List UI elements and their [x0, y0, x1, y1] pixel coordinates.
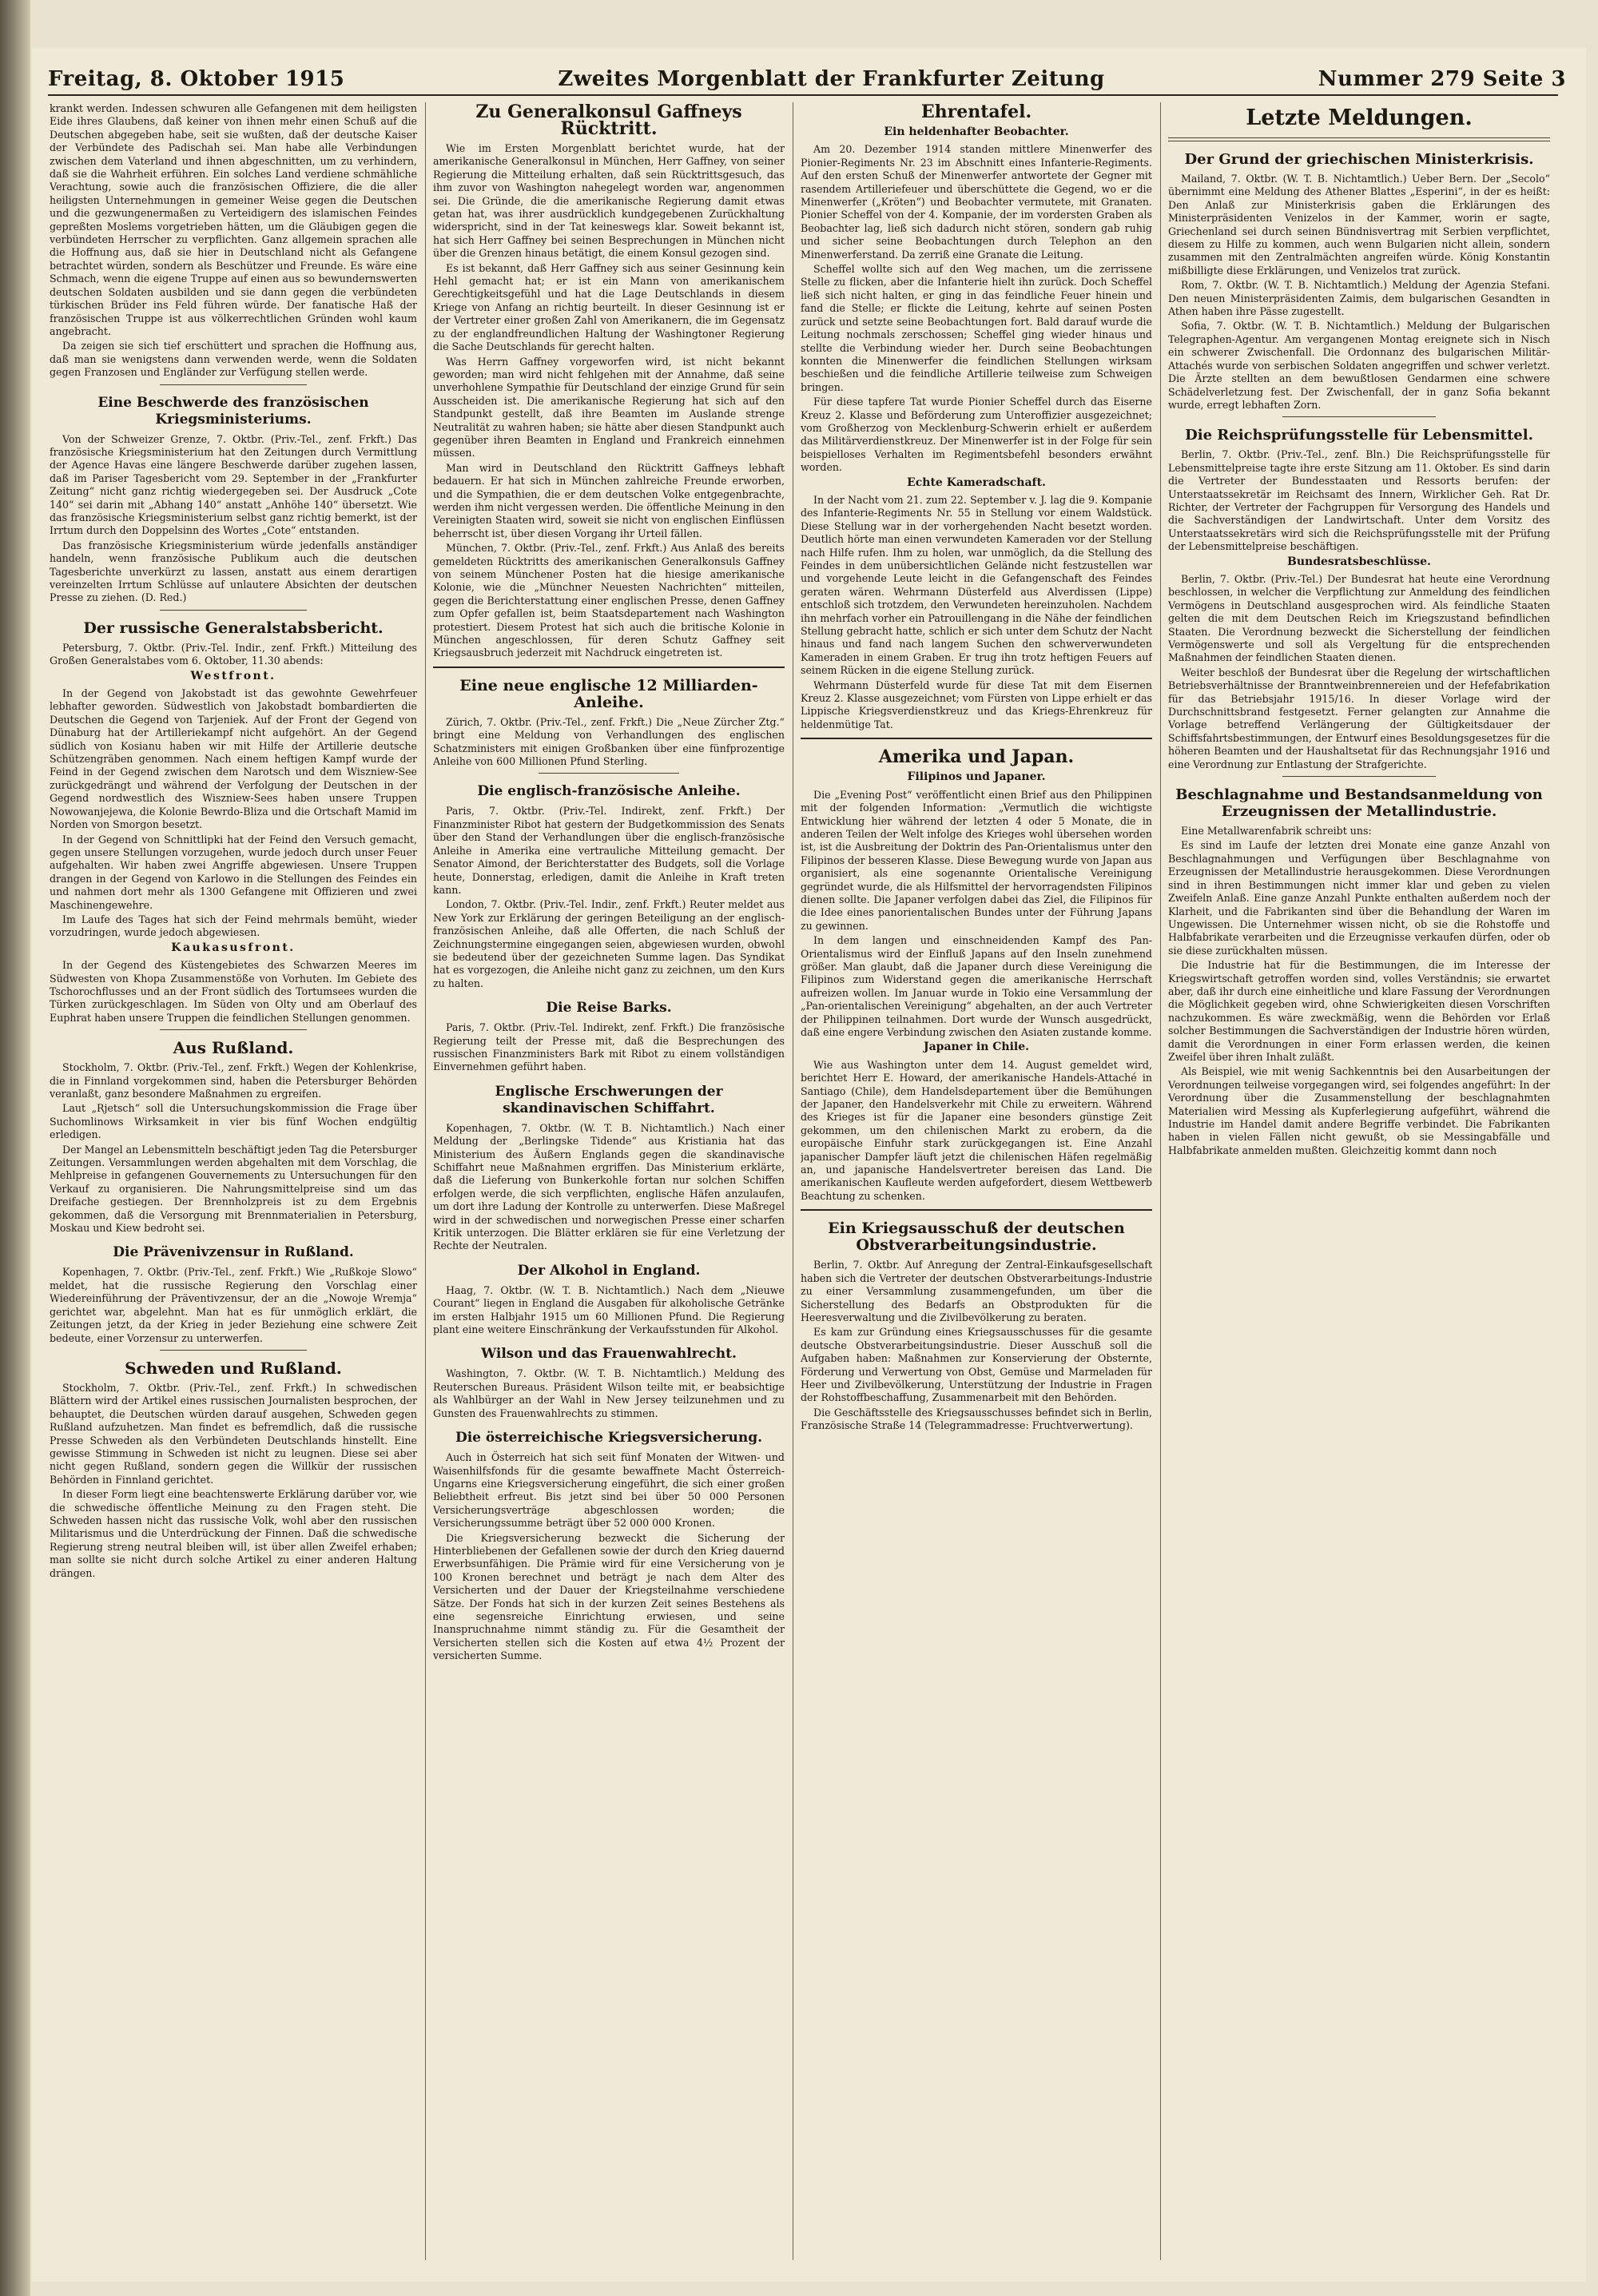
headline: Die Prävenivzensur in Rußland. — [113, 1244, 354, 1261]
paragraph: Was Herrn Gaffney vorgeworfen wird, ist nicht bekannt geworden; man wird nicht fehlgehen mit der Annahme, daß seine unverhohlene Sympathie für Deutschland der einzige Grund für sein Ausscheiden ist. Die amerikanische Regierung hat sich auf den Standpunkt gestellt, daß ihre Beamten im Auslande strenge Neutralität zu wahren haben; sie hätte aber diesen Standpunkt auch gegenüber ihren Beamten in England und Frankreich einnehmen müssen. — [433, 355, 785, 460]
section-title: Letzte Meldungen. — [1246, 105, 1473, 130]
paragraph: Paris, 7. Oktbr. (Priv.-Tel. Indirekt, zenf. Frkft.) Die französische Regierung teilt der Presse mit, daß die Besprechungen des russischen Finanzministers Bark mit Ribot zu einem vollständigen Einvernehmen geführt haben. — [433, 1021, 785, 1073]
masthead-date: Freitag, 8. Oktober 1915 — [48, 67, 345, 91]
paragraph: In der Gegend von Jakobstadt ist das gewohnte Gewehrfeuer lebhafter geworden. Südwestlich von Jakobstadt bombardierten die Deutschen die Gegend von Tarjeniek. Auf der Front der Gegend von Dünaburg hat der Artilleriekampf nicht aufgehört. An der Gegend südlich von Kosianu haben wir mit Hilfe der Artillerie deutsche Schützengräben genommen. Nach einem heftigen Kampf wurde der Feind in der Gegend zwischen dem Narotsch und dem Wiszniew-See zurückgedrängt und während der Verfolgung der Deutschen in der Gegend nordwestlich des Wiszniew-Sees haben unsere Truppen Nowowanjejewa, die Kolonie Bewrdo-Bliza und die Ortschaft Mamid im Norden von Smorgon besetzt. — [50, 687, 417, 831]
headline: Beschlagnahme und Bestandsanmeldung von Erzeugnissen der Metallindustrie. — [1175, 786, 1543, 821]
subheadline: Filipinos und Japaner. — [907, 770, 1046, 784]
paragraph: Kopenhagen, 7. Oktbr. (W. T. B. Nichtamtlich.) Nach einer Meldung der „Berlingske Tidende“ aus Kristiania hat das Ministerium des Äußern Englands gegen die skandinavische Schiffahrt neue Maßnahmen ergriffen. Das Ministerium erklärte, daß die Lieferung von Bunkerkohle fortan nur solchen Schiffen erfolgen werde, die sich verpflichten, englische Häfen anzulaufen, um dort ihre Ladung der Kontrolle zu unterwerfen. Diese Maßregel wird in der schwedischen und norwegischen Presse einer scharfen Kritik unterzogen. Die Blätter erklären sie für eine Verletzung der Rechte der Neutralen. — [433, 1121, 785, 1252]
paragraph: Als Beispiel, wie mit wenig Sachkenntnis bei den Ausarbeitungen der Verordnungen teilweise vorgegangen wird, sei folgendes angeführt: In der Verordnung über die Zusammenstellung der beschlagnahmten Materialien wird Messing als Kupferlegierung aufgeführt, während die Industrie im Handel damit andere Begriffe verbindet. Die Fabrikanten haben in vielen Fällen nicht gewußt, ob sie Messingabfälle und Halbfabrikate anmelden mußten. Gleichzeitig kommt dann noch — [1168, 1065, 1550, 1156]
paragraph: Die „Evening Post“ veröffentlicht einen Brief aus den Philippinen mit der folgenden Information: „Vermutlich die wichtigste Entwicklung hier während der letzten 4 oder 5 Monate, die in anderen Teilen der Welt infolge des Krieges wohl übersehen worden ist, ist die Ausbreitung der Doktrin des Pan-Orientalismus unter den Filipinos der besseren Klasse. Diese Bewegung wurde von Japan aus organisiert, als eine sogenannte Orientalische Vereinigung gegründet wurde, die als Hilfsmittel der hervorragendsten Filipinos dienen sollte. Die Japaner verfolgen dabei das Ziel, die Filipinos für die Idee eines panorientalischen Bundes unter der Führung Japans zu gewinnen. — [801, 788, 1152, 932]
headline: Die Reichsprüfungsstelle für Lebensmittel. — [1185, 427, 1533, 444]
subheadline: Westfront. — [190, 669, 276, 682]
headline: Der Grund der griechischen Ministerkrisis. — [1184, 151, 1534, 168]
paragraph: Petersburg, 7. Oktbr. (Priv.-Tel. Indir., zenf. Frkft.) Mitteilung des Großen Generalstabes vom 6. Oktober, 11.30 abends: — [50, 641, 417, 667]
headline: Wilson und das Frauenwahlrecht. — [481, 1346, 737, 1363]
headline: Ein Kriegsausschuß der deutschen Obstverarbeitungsindustrie. — [828, 1220, 1125, 1255]
headline: Englische Erschwerungen der skandinavischen Schiffahrt. — [495, 1083, 723, 1116]
column-2 — [433, 102, 785, 2260]
headline: Eine Beschwerde des französischen Kriegsministeriums. — [97, 394, 369, 428]
headline: Amerika und Japan. — [878, 746, 1075, 768]
paragraph: Zürich, 7. Oktbr. (Priv.-Tel., zenf. Frkft.) Die „Neue Zürcher Ztg.“ bringt eine Meldung von Verhandlungen des englischen Schatzministers mit einigen Großbanken über eine fünfprozentige Anleihe von 600 Millionen Pfund Sterling. — [433, 715, 785, 768]
paragraph: Scheffel wollte sich auf den Weg machen, um die zerrissene Stelle zu flicken, aber die Infanterie hielt ihn zurück. Doch Scheffel ließ sich nicht halten, er ging in das feindliche Feuer hinein und fand die Stelle; er flickte die Leitung, kehrte auf seinen Posten zurück und setzte seine Beobachtungen fort. Bald darauf wurde die Leitung nochmals zerschossen; Scheffel ging wieder hinaus und stellte die Verbindung wieder her. Durch seine Beobachtungen konnten die Minenwerfer die feindlichen Stellungen wirksam beschießen und die feindliche Artillerie teilweise zum Schweigen bringen. — [801, 263, 1152, 393]
paragraph: Laut „Rjetsch“ soll die Untersuchungskommission die Frage über Suchomlinows Wirksamkeit in vier bis fünf Wochen endgültig erledigen. — [50, 1102, 417, 1141]
paragraph: Mailand, 7. Oktbr. (W. T. B. Nichtamtlich.) Ueber Bern. Der „Secolo“ übernimmt eine Meldung des Athener Blattes „Esperini“, in der es heißt: Den Anlaß zur Ministerkrisis gaben die Erklärungen des Ministerpräsidenten Venizelos in der Kammer, worin er sagte, Griechenland sei durch seinen Bündnisvertrag mit Serbien verpflichtet, diesem zu Hilfe zu kommen, auch wenn Bulgarien nicht allein, sondern zusammen mit den Zentralmächten angreifen würde. König Konstantin mißbilligte diese Erklärungen, und Venizelos trat zurück. — [1168, 173, 1550, 277]
paragraph: Der Mangel an Lebensmitteln beschäftigt jeden Tag die Petersburger Zeitungen. Versammlungen werden abgehalten mit dem Vorschlag, die Mehlpreise in gefangenen Gouvernements zu Untersuchungen für den Verkauf zu organisieren. Die Nahrungsmittelpreise sind um das Dreifache gestiegen. Der Brennholzpreis ist zu dem Ergebnis gekommen, daß die Versorgung mit Brennmaterialien in Petersburg, Moskau und Kiew bedroht sei. — [50, 1143, 417, 1235]
divider — [433, 667, 785, 668]
headline: Eine neue englische 12 Milliarden-Anleihe. — [459, 676, 758, 711]
paragraph: Stockholm, 7. Oktbr. (Priv.-Tel., zenf. Frkft.) In schwedischen Blättern wird der Artikel eines russischen Journalisten besprochen, der behauptet, die Deutschen würden darauf ausgehen, Schweden gegen Rußland aufzuhetzen. Man findet es befremdlich, daß die russische Presse Schweden als den Verbündeten Deutschlands hinstellt. Eine gewisse Stimmung in Schweden ist nicht zu leugnen. Diese sei aber nicht gegen Rußland, sondern gegen die Willkür der russischen Behörden in Finnland gerichtet. — [50, 1381, 417, 1486]
divider — [1282, 416, 1435, 417]
divider — [160, 610, 307, 611]
headline: Die österreichische Kriegsversicherung. — [455, 1430, 763, 1446]
paragraph: Eine Metallwarenfabrik schreibt uns: — [1181, 825, 1372, 838]
paragraph: In dem langen und einschneidenden Kampf des Pan-Orientalismus wird der Einfluß Japans auf den Inseln zunehmend größer. Man glaubt, daß die Japaner durch diese Vereinigung die Filipinos zum Widerstand gegen die amerikanische Herrschaft aufreizen wollen. Im Januar wurde in Tokio eine Versammlung der „Pan-orientalischen Vereinigung“ abgehalten, an der auch Vertreter der Philippinen teilnahmen. Dort wurde der Wunsch ausgedrückt, daß eine engere Verbindung zwischen den Asiaten zustande komme. — [801, 934, 1152, 1038]
masthead-rule — [48, 94, 1558, 96]
paragraph: Die Industrie hat für die Bestimmungen, die im Interesse der Kriegswirtschaft getroffen worden sind, volles Verständnis; sie erwartet aber, daß ihr durch eine einheitliche und klare Fassung der Verordnungen die Möglichkeit gegeben wird, ohne Schwierigkeiten diesen Vorschriften nachzukommen. Es wäre zweckmäßig, wenn die Behörden vor Erlaß solcher Bestimmungen die Sachverständigen der Industrie hören würden, damit die Verordnungen in einer Form erlassen werden, die keinen Zweifel über ihren Inhalt zuläßt. — [1168, 959, 1550, 1063]
divider — [1168, 137, 1550, 141]
paragraph: Rom, 7. Oktbr. (W. T. B. Nichtamtlich.) Meldung der Agenzia Stefani. Den neuen Ministerpräsidenten Zaimis, dem bulgarischen Gesandten in Athen haben ihre Pässe zugestellt. — [1168, 279, 1550, 318]
divider — [801, 1209, 1152, 1211]
paragraph: Berlin, 7. Oktbr. Auf Anregung der Zentral-Einkaufsgesellschaft haben sich die Vertreter der deutschen Obstverarbeitungs-Industrie zu einer Versammlung zusammengefunden, um über die Sicherstellung des Bedarfs an Obstprodukten für die Heeresverwaltung und die Zivilbevölkerung zu beraten. — [801, 1259, 1152, 1323]
paragraph: London, 7. Oktbr. (Priv.-Tel. Indir., zenf. Frkft.) Reuter meldet aus New York zur Erklärung der geringen Beteiligung an der englisch-französischen Anleihe, daß alle Offerten, die nach Schluß der Zeichnungstermine eingegangen seien, abgewiesen wurden, obwohl sie bedeutend über der gezeichneten Summe lagen. Das Syndikat hat es vorgezogen, die Anleihe nicht ganz zu zeichnen, um den Kurs zu halten. — [433, 898, 785, 989]
subheadline: Echte Kameradschaft. — [907, 476, 1046, 489]
paragraph: In dieser Form liegt eine beachtenswerte Erklärung darüber vor, wie die schwedische öffentliche Meinung zu den Fragen steht. Die Schweden hassen nicht das russische Volk, wohl aber den russischen Militarismus und die Unterdrückung der Finnen. Daß die schwedische Regierung streng neutral bleiben will, ist über allen Zweifel erhaben; man sollte sie nicht durch solche Artikel zu einer anderen Haltung drängen. — [50, 1488, 417, 1579]
headline: Die englisch-französische Anleihe. — [477, 783, 741, 800]
paragraph: krankt werden. Indessen schwuren alle Gefangenen mit dem heiligsten Eide ihres Glaubens, daß keiner von ihnen mehr einen Schuß auf die Deutschen abgegeben habe, seit sie wußten, daß der deutsche Kaiser der Verbündete des Padischah sei. Man habe alle Verbindungen zwischen dem Vaterland und ihnen abgeschnitten, um zu verhindern, daß sie die Wahrheit erführen. Ein solches Land verdiene schmähliche Verachtung, sowie auch die französischen Offiziere, die die aller heiligsten Unternehmungen in gemeiner Weise gegen die Deutschen und die gezwungenermaßen zu Verteidigern des islamischen Feindes gepreßten Moslems vorgetrieben hätten, um die Gläubigen gegen die verbündeten Herrscher zu verpflichten. Ganz allgemein sprachen alle die Hoffnung aus, daß sie hier in Deutschland nicht als Gefangene betrachtet würden, sondern als Beschützer und Freunde. Es wäre eine Schmach, wenn die eigene Truppe auf einen aus so bewundernswerten deutschen Soldaten ausbilden und sie dann gegen die verbündeten türkischen Brüder ins Feld führen würde. Der fanatische Haß der französischen Truppe ist aus völkerrechtlichen Gründen wohl kaum angebracht. — [50, 102, 417, 337]
divider — [160, 384, 307, 385]
headline: Der russische Generalstabsbericht. — [83, 619, 384, 637]
divider — [1282, 776, 1435, 777]
headline: Schweden und Rußland. — [125, 1358, 342, 1378]
paragraph: Von der Schweizer Grenze, 7. Oktbr. (Priv.-Tel., zenf. Frkft.) Das französische Kriegsministerium hat den Zeitungen durch Vermittlung der Agence Havas eine längere Beschwerde darüber zugehen lassen, daß im Pariser Tagesbericht vom 29. September in der „Frankfurter Zeitung“ nicht ganz richtig wiedergegeben sei. Der Ausdruck „Cote 140“ sei darin mit „Abhang 140“ anstatt „Anhöhe 140“ übersetzt. Wie das französische Kriegsministerium selbst ganz richtig bemerkt, ist der Irrtum durch den Doppelsinn des Wortes „Cote“ entstanden. — [50, 432, 417, 537]
subheadline: Kaukasusfront. — [171, 941, 296, 954]
paragraph: München, 7. Oktbr. (Priv.-Tel., zenf. Frkft.) Aus Anlaß des bereits gemeldeten Rücktritts des amerikanischen Generalkonsuls Gaffney von seinem Münchener Posten hat die hiesige amerikanische Kolonie, wie die „Münchner Neuesten Nachrichten“ mitteilen, gegen die Berichterstattung einer englischen Presse, denen Gaffney zum Opfer gefallen ist, beim Staatsdepartement nach Washington protestiert. Diesem Protest hat sich auch die britische Kolonie in München angeschlossen, für deren Schutz Gaffney seit Kriegsausbruch jederzeit mit Nachdruck eingetreten ist. — [433, 542, 785, 659]
paragraph: Für diese tapfere Tat wurde Pionier Scheffel durch das Eiserne Kreuz 2. Klasse und Beförderung zum Unteroffizier ausgezeichnet; vom Großherzog von Mecklenburg-Schwerin erhielt er außerdem das Militärverdienstkreuz. Der Minenwerfer ist in der Folge für sein beispielloses Verhalten im Regimentsbefehl besonders erwähnt worden. — [801, 396, 1152, 474]
paragraph: In der Gegend von Schnittlipki hat der Feind den Versuch gemacht, gegen unsere Stellungen vorzugehen, wurde jedoch durch unser Feuer aufgehalten. Wir haben zwei Angriffe abgewiesen. Unsere Truppen drangen in der Gegend von Karlowo in die Stellungen des Feindes ein und nahmen dort mehr als 1300 Gefangene mit Offizieren und zwei Maschinengewehre. — [50, 833, 417, 911]
paragraph: Weiter beschloß der Bundesrat über die Regelung der wirtschaftlichen Betriebsverhältnisse der Branntweinbrennereien und der Hefefabrikation für das Betriebsjahr 1915/16. In dieser Vorlage wird der Durchschnittsbrand festgesetzt. Ferner gelangten zur Annahme die Vorlage betreffend Verlängerung der Gültigkeitsdauer der Schiffsfahrtsbestimmungen, der Entwurf eines Besoldungsgesetzes für die höheren Beamten und der Haushaltsetat für das Rechnungsjahr 1916 und eine Verordnung zur Entlastung der Strafgerichte. — [1168, 666, 1550, 770]
masthead-issue: Nummer 279 Seite 3 — [1318, 67, 1566, 91]
column-3 — [801, 102, 1152, 2260]
masthead — [48, 66, 1566, 93]
paragraph: Paris, 7. Oktbr. (Priv.-Tel. Indirekt, zenf. Frkft.) Der Finanzminister Ribot hat gestern der Budgetkommission des Senats über den Stand der Verhandlungen über die englisch-französische Anleihe in Amerika eine vertrauliche Mitteilung gemacht. Der Senator Aimond, der Berichterstatter des Budgets, soll die Vorlage heute, Donnerstag, erledigen, damit die Anleihe in Kraft treten kann. — [433, 805, 785, 896]
paragraph: Es kam zur Gründung eines Kriegsausschusses für die gesamte deutsche Obstverarbeitungsindustrie. Dieser Ausschuß soll die Aufgaben haben: Maßnahmen zur Konservierung der Obsternte, Förderung und Verwertung von Obst, Gemüse und Marmeladen für Heer und Zivilbevölkerung, Unterstützung der Industrie in Fragen der Rohstoffbeschaffung, Zusammenarbeit mit den Behörden. — [801, 1326, 1152, 1404]
paragraph: Man wird in Deutschland den Rücktritt Gaffneys lebhaft bedauern. Er hat sich in München zahlreiche Freunde erworben, und die Sympathien, die er dem deutschen Volke entgegenbrachte, werden ihm nicht vergessen werden. Die öffentliche Meinung in den Vereinigten Staaten wird, soweit sie nicht von englischen Einflüssen beherrscht ist, über diesen Vorgang ihr Urteil fällen. — [433, 461, 785, 539]
paragraph: Sofia, 7. Oktbr. (W. T. B. Nichtamtlich.) Meldung der Bulgarischen Telegraphen-Agentur. Am vergangenen Montag ereignete sich in Nisch ein schwerer Zwischenfall. Die Ordonnanz des bulgarischen Militär-Attachés wurde von serbischen Soldaten angegriffen und schwer verletzt. Die Ärzte stellten an dem bewußtlosen Gendarmen eine schwere Schädelverletzung fest. Der Zwischenfall, der in ganz Sofia bekannt wurde, erregt lebhaften Zorn. — [1168, 320, 1550, 411]
paragraph: In der Gegend des Küstengebietes des Schwarzen Meeres im Südwesten von Khopa Zusammenstöße von Vorhuten. Im Gebiete des Tschorochflusses und an der Front südlich des Tortumsees wurden die Türken zurückgeschlagen. Im Süden von Olty und am Oberlauf des Euphrat haben unsere Truppen die feindlichen Stellungen genommen. — [50, 959, 417, 1024]
paragraph: Es sind im Laufe der letzten drei Monate eine ganze Anzahl von Beschlagnahmungen und Verfügungen über Beschlagnahme von Erzeugnissen der Metallindustrie herausgekommen. Diese Verordnungen sind in ihren Bestimmungen nicht immer klar und geben zu vielen Zweifeln Anlaß. Eine ganze Anzahl Punkte enthalten außerdem noch der Klarheit, und die Fabrikanten sind über die Behandlung der Waren im Ungewissen. Die Unternehmer wissen nicht, ob sie die Rohstoffe und Halbfabrikate verarbeiten und die Erzeugnisse verkaufen dürfen, oder ob sie diese zurückhalten müssen. — [1168, 839, 1550, 957]
column-rule-1 — [425, 102, 426, 2260]
headline: Ehrentafel. — [920, 102, 1032, 122]
paragraph: Da zeigen sie sich tief erschüttert und sprachen die Hoffnung aus, daß man sie wenigstens dann verwenden werde, wenn die Soldaten gegen Franzosen und Engländer zur Verfügung stellen werde. — [50, 340, 417, 379]
paragraph: Im Laufe des Tages hat sich der Feind mehrmals bemüht, wieder vorzudringen, wurde jedoch abgewiesen. — [50, 913, 417, 939]
paragraph: Berlin, 7. Oktbr. (Priv.-Tel., zenf. Bln.) Die Reichsprüfungsstelle für Lebensmittelpreise tagte ihre erste Sitzung am 11. Oktober. Es sind darin die Vertreter der Bundesstaaten und Ressorts berufen: der Unterstaatssekretär im Reichsamt des Innern, Wirklicher Geh. Rat Dr. Richter, der Vertreter der Fachgruppen für Versorgung des Handels und die Sachverständigen der Landwirtschaft. Unter dem Vorsitz des Unterstaatssekretärs wird sich die Reichsprüfungsstelle mit der Prüfung der Lebensmittelpreise beschäftigen. — [1168, 448, 1550, 553]
headline: Aus Rußland. — [173, 1038, 294, 1058]
headline: Der Alkohol in England. — [517, 1262, 701, 1279]
paragraph: Kopenhagen, 7. Oktbr. (Priv.-Tel., zenf. Frkft.) Wie „Rußkoje Slowo“ meldet, hat die russische Regierung den Vorschlag einer Wiedereinführung der Präventivzensur, der an die „Nowoje Wremja“ gerichtet war, abgelehnt. Man hat es für unmöglich erklärt, die Zeitungen jetzt, da der Krieg in jeder Beziehung eine schwere Zeit bedeute, einer Vorzensur zu unterwerfen. — [50, 1266, 417, 1344]
paragraph: Am 20. Dezember 1914 standen mittlere Minenwerfer des Pionier-Regiments Nr. 23 im Abschnitt eines Infanterie-Regiments. Auf den ersten Schuß der Minenwerfer antwortete der Gegner mit rasendem Artilleriefeuer und überschüttete die Gegend, wo er die Minenwerfer („Kröten“) und Beobachter vermutete, mit Granaten. Pionier Scheffel von der 4. Kompanie, der im vordersten Graben als Beobachter lag, ließ sich dadurch nicht stören, sondern gab ruhig und sicher seine Beobachtungen durch Telephon an den Minenwerferstand. Da zerriß eine Granate die Leitung. — [801, 143, 1152, 261]
paragraph: Wie im Ersten Morgenblatt berichtet wurde, hat der amerikanische Generalkonsul in München, Herr Gaffney, von seiner Regierung die Mitteilung erhalten, daß sein Rücktrittsgesuch, das ihm zuvor von Washington nahegelegt worden war, angenommen sei. Die Gründe, die die amerikanische Regierung damit etwas getan hat, was ihrer ausdrücklich kundgegebenen Zurückhaltung widerspricht, sind in der Tat keineswegs klar. Soweit bekannt ist, hat sich Herr Gaffney bei seinen Besprechungen in München nicht über die Grenzen hinaus betätigt, die einem Konsul gezogen sind. — [433, 142, 785, 260]
paragraph: Es ist bekannt, daß Herr Gaffney sich aus seiner Gesinnung kein Hehl gemacht hat; er ist ein Mann von amerikanischem Gerechtigkeitsgefühl und hat die Lage Deutschlands in diesem Kriege von Anfang an richtig beurteilt. In dieser Gesinnung ist er der Vertreter einer großen Zahl von Amerikanern, die im Gegensatz zu der englandfreundlichen Haltung der Washingtoner Regierung die Sache Deutschlands für gerecht halten. — [433, 261, 785, 353]
paragraph: Das französische Kriegsministerium würde jedenfalls anständiger handeln, wenn französische Publikum auch die deutschen Tagesberichte unverkürzt zu lassen, anstatt aus einem derartigen vereinzelten Irrtum Schlüsse auf unlautere Absichten der deutschen Presse zu ziehen. (D. Red.) — [50, 539, 417, 604]
paragraph: Wehrmann Düsterfeld wurde für diese Tat mit dem Eisernen Kreuz 2. Klasse ausgezeichnet; vom Fürsten von Lippe erhielt er das Lippische Kriegsverdienstkreuz und das Kriegs-Ehrenkreuz für heldenmütige Tat. — [801, 678, 1152, 730]
headline: Zu Generalkonsul Gaffneys Rücktritt. — [475, 102, 742, 139]
paragraph: Stockholm, 7. Oktbr. (Priv.-Tel., zenf. Frkft.) Wegen der Kohlenkrise, die in Finnland vorgekommen sind, haben die Petersburger Behörden veranlaßt, ganz besondere Maßnahmen zu ergreifen. — [50, 1061, 417, 1100]
paragraph: Die Geschäftsstelle des Kriegsausschusses befindet sich in Berlin, Französische Straße 14 (Telegrammadresse: Fruchtverwertung). — [801, 1406, 1152, 1432]
masthead-paper: Zweites Morgenblatt der Frankfurter Zeitung — [558, 67, 1105, 91]
paragraph: Auch in Österreich hat sich seit fünf Monaten der Witwen- und Waisenhilfsfonds für die gesamte bewaffnete Macht Österreich-Ungarns eine Kriegsversicherung eingeführt, die sich einer großen Beliebtheit erfreut. Bis jetzt sind bei über 50 000 Personen Versicherungsverträge abgeschlossen worden; die Versicherungssumme beträgt über 52 000 000 Kronen. — [433, 1451, 785, 1530]
paragraph: In der Nacht vom 21. zum 22. September v. J. lag die 9. Kompanie des Infanterie-Regiments Nr. 55 in Stellung vor einem Waldstück. Diese Stellung war in der vorhergehenden Nacht besetzt worden. Deutlich hörte man einen verwundeten Kameraden vor der Stellung nach Hilfe rufen. Ihm zu holen, war unmöglich, da die Stellung des Feindes in dem unübersichtlichen Gelände nicht festzustellen war und vorgehende Leute leicht in die Gefangenschaft des Feindes geraten wären. Wehrmann Düsterfeld aus Alverdissen (Lippe) entschloß sich trotzdem, den Verwundeten hereinzuholen. Nachdem ihn mehrfach vorher ein Patrouillengang in die Nähe der feindlichen Stellung gebracht hatte, schlich er sich unter dem Schutz der Nacht hinaus und fand nach langem Suchen den schwerverwundeten Kameraden in einem Graben. Er trug ihn trotz heftigen Feuers auf seinem Rücken in die eigene Stellung zurück. — [801, 493, 1152, 677]
column-1 — [50, 102, 417, 2260]
paragraph: Wie aus Washington unter dem 14. August gemeldet wird, berichtet Herr E. Howard, der amerikanische Handels-Attaché in Santiago (Chile), dem Handelsdepartement über die Bemühungen der Japaner, den Handelsverkehr mit Chile zu erweitern. Während des Krieges ist für die Japaner eine besonders günstige Zeit gekommen, um den chilenischen Markt zu erobern, da die europäische Einfuhr stark zurückgegangen ist. Eine Anzahl japanischer Dampfer läuft jetzt die chilenischen Häfen regelmäßig an, und japanische Handelsvertreter bereisen das Land. Die amerikanischen Kaufleute werden aufgefordert, diesem Wettbewerb Beachtung zu schenken. — [801, 1058, 1152, 1202]
subheadline: Japaner in Chile. — [923, 1041, 1029, 1054]
divider — [801, 738, 1152, 739]
paragraph: Haag, 7. Oktbr. (W. T. B. Nichtamtlich.) Nach dem „Nieuwe Courant“ liegen in England die Ausgaben für alkoholische Getränke im ersten Halbjahr 1915 um 60 Millionen Pfund. Die Regierung plant eine weitere Einschränkung der Verkaufsstunden für Alkohol. — [433, 1283, 785, 1336]
column-rule-3 — [1160, 102, 1161, 2260]
book-binding — [0, 0, 30, 2296]
headline: Die Reise Barks. — [546, 1000, 672, 1017]
divider — [160, 1029, 307, 1030]
paragraph: Washington, 7. Oktbr. (W. T. B. Nichtamtlich.) Meldung des Reuterschen Bureaus. Präsident Wilson teilte mit, er beabsichtige als Wahlbürger an der Wahl in New Jersey teilzunehmen und zu Gunsten des Frauenwahlrechts zu stimmen. — [433, 1367, 785, 1419]
paragraph: Die Kriegsversicherung bezweckt die Sicherung der Hinterbliebenen der Gefallenen sowie der durch den Krieg dauernd Erwerbsunfähigen. Die Prämie wird für eine Versicherung von je 100 Kronen berechnet und beträgt je nach dem Alter des Versicherten und der Dauer der Kriegsteilnahme verschiedene Sätze. Der Fonds hat sich in der kurzen Zeit seines Bestehens als eine segensreiche Einrichtung erwiesen, und seine Inanspruchnahme nimmt ständig zu. Für die Gesamtheit der Versicherten stellen sich die Kosten auf etwa 4½ Prozent der versicherten Summe. — [433, 1531, 785, 1662]
subheadline: Bundesratsbeschlüsse. — [1287, 555, 1431, 568]
divider — [160, 1350, 307, 1351]
divider — [539, 773, 679, 774]
column-4 — [1168, 102, 1550, 2260]
paragraph: Berlin, 7. Oktbr. (Priv.-Tel.) Der Bundesrat hat heute eine Verordnung beschlossen, in welcher die Verpflichtung zur Anmeldung des feindlichen Vermögens in Deutschland ausgesprochen wird. Als feindliche Staaten gelten die mit dem Deutschen Reich im Kriegszustand befindlichen Staaten. Die Verordnung bezweckt die Sicherstellung der feindlichen Vermögenswerte und soll als Vergeltung für die entsprechenden Maßnahmen der feindlichen Staaten dienen. — [1168, 572, 1550, 664]
subheadline: Ein heldenhafter Beobachter. — [884, 125, 1069, 138]
